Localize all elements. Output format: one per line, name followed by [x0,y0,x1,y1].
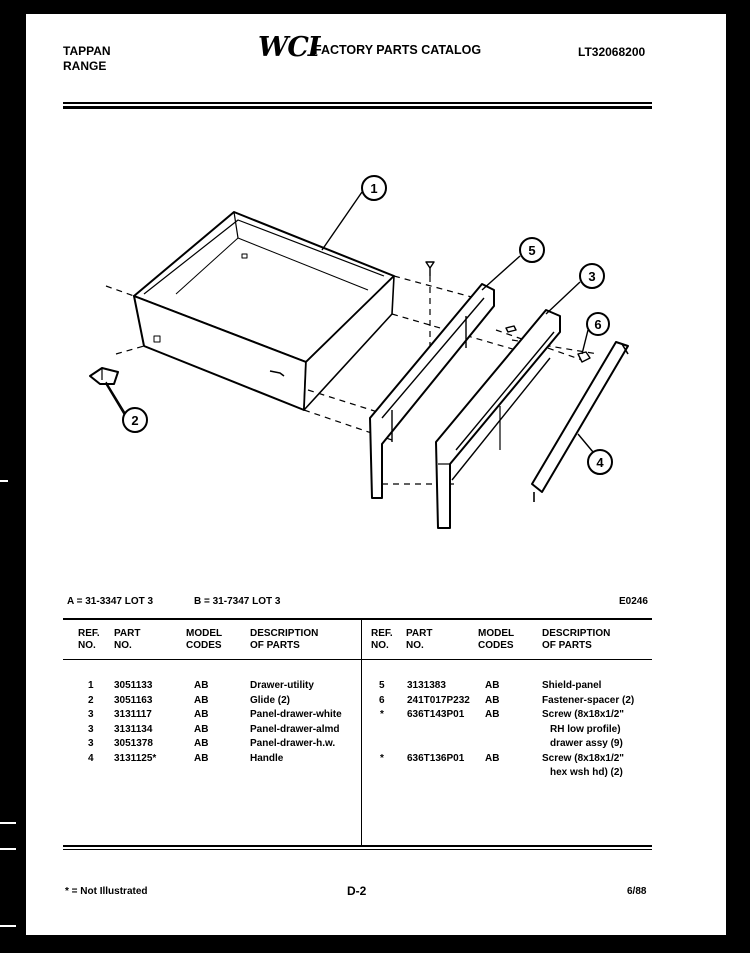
table-row: hex wsh hd) (2) [550,767,623,778]
figure-code: E0246 [619,596,648,607]
hdr-ref-left: REF. NO. [78,628,100,651]
table-row: 2 3051163 AB Glide (2) [88,694,291,706]
revision-date: 6/88 [627,886,647,897]
header-under-rule [63,659,652,660]
callout-1: 1 [370,181,378,196]
hdr-ref-right: REF. NO. [371,628,393,651]
table-row: * 636T136P01 AB Screw (8x18x1/2" [380,752,625,764]
table-bottom-rule-1 [63,845,652,847]
catalog-title: FACTORY PARTS CATALOG [314,43,482,57]
table-row: 6 241T017P232 AB Fastener-spacer (2) [379,694,635,706]
table-row: 3 3051378 AB Panel-drawer-h.w. [88,738,336,749]
binder-mark [0,925,16,927]
callout-5: 5 [528,243,536,258]
hdr-model-right: MODEL CODES [478,628,515,651]
footnote-not-illustrated: * = Not Illustrated [65,886,148,897]
table-top-rule [63,618,652,620]
table-row: * 636T143P01 AB Screw (8x18x1/2" [380,709,625,720]
callout-2: 2 [131,413,139,428]
hdr-model-left: MODEL CODES [186,628,223,651]
hdr-desc-right: DESCRIPTION OF PARTS [542,628,611,651]
table-row: 1 3051133 AB Drawer-utility [88,680,314,691]
table-row: 3 3131117 AB Panel-drawer-white [88,709,342,720]
parts-list-right [366,679,656,781]
table-bottom-rule-2 [63,849,652,850]
page-number: D-2 [347,884,367,898]
binder-mark [0,480,8,482]
table-row: drawer assy (9) [550,738,623,749]
binder-mark [0,822,16,824]
exploded-drawer-diagram [26,14,726,574]
parts-list-left [74,679,364,766]
table-row: 3 3131134 AB Panel-drawer-almd [88,723,340,735]
table-row: RH low profile) [550,723,621,735]
hdr-part-left: PART NO. [114,628,141,651]
catalog-page [26,14,726,935]
table-row: 4 3131125* AB Handle [88,752,284,764]
binder-mark [0,848,16,850]
callout-6: 6 [594,317,602,332]
model-b: B = 31-7347 LOT 3 [194,596,281,607]
table-row: 5 3131383 AB Shield-panel [379,680,602,691]
product-type: RANGE [63,59,107,73]
hdr-part-right: PART NO. [406,628,433,651]
hdr-desc-left: DESCRIPTION OF PARTS [250,628,319,651]
brand-name: TAPPAN [63,44,111,58]
callout-4: 4 [596,455,604,470]
model-a: A = 31-3347 LOT 3 [67,596,154,607]
callout-3: 3 [588,269,596,284]
catalog-number: LT32068200 [578,45,646,59]
wci-logo: WCI [258,32,320,63]
